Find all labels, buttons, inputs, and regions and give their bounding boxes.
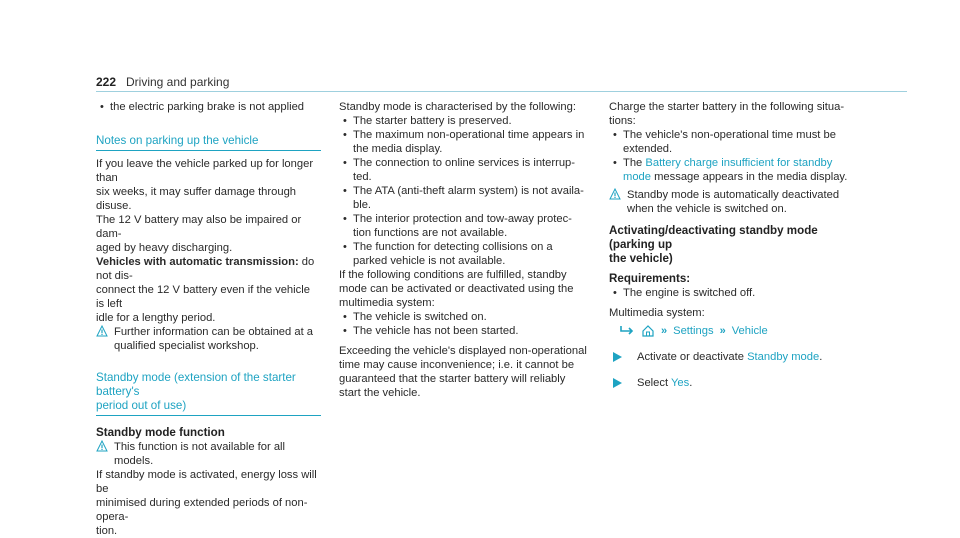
b4-line2: ble. — [353, 199, 372, 211]
list-item — [609, 128, 861, 156]
list-item: • The vehicle is switched on. — [339, 310, 597, 324]
settings-menu-link[interactable]: Settings — [673, 325, 714, 337]
column-3 — [609, 100, 861, 390]
list-item — [339, 128, 597, 156]
b3-line2: ted. — [353, 171, 372, 183]
multimedia-label: Multimedia system: — [609, 307, 705, 319]
standby-heading — [96, 371, 321, 416]
column-1 — [96, 100, 321, 538]
b6-line2: parked vehicle is not available. — [353, 255, 506, 267]
step-select — [609, 376, 861, 390]
exc-line2: time may cause inconvenience; i.e. it cannot be — [339, 359, 575, 371]
b4-line1: The ATA (anti-theft alarm system) is not availa- — [353, 185, 584, 197]
characterised-intro: Standby mode is characterised by the following: — [339, 101, 576, 113]
cond-line3: multimedia system: — [339, 297, 435, 309]
b5-line1: The interior protection and tow-away protec- — [353, 213, 572, 225]
exceeding-paragraph — [339, 344, 597, 400]
function-availability-note — [96, 440, 321, 468]
step2-pre: Select — [637, 377, 671, 389]
list-item: • The vehicle has not been started. — [339, 324, 597, 338]
b2-line2: the media display. — [353, 143, 443, 155]
page-number: 222 — [96, 75, 117, 89]
note-line2: when the vehicle is switched on. — [627, 203, 787, 215]
cond-line2: mode can be activated or deactivated using the — [339, 283, 574, 295]
cond-line1: If the following conditions are fulfilled, standby — [339, 269, 567, 281]
notes-p2-line1: The 12 V battery may also be impaired or dam- — [96, 214, 302, 240]
info-icon — [609, 188, 621, 201]
list-item — [339, 156, 597, 184]
activating-heading — [609, 224, 861, 266]
step-arrow-icon — [611, 377, 623, 389]
info-icon — [96, 325, 108, 338]
conditions-paragraph — [339, 268, 597, 310]
auto-deactivate-note — [609, 188, 861, 216]
charge-paragraph — [609, 100, 861, 128]
notes-p1-line1: If you leave the vehicle parked up for longer than — [96, 158, 314, 184]
automatic-transmission-label: Vehicles with automatic transmission: — [96, 256, 299, 268]
yes-option[interactable]: Yes — [671, 377, 690, 389]
list-item — [609, 156, 861, 184]
c3-b1-line1: The vehicle's non-operational time must be — [623, 129, 836, 141]
page-header — [96, 75, 907, 95]
info-note-line2: qualified specialist workshop. — [114, 340, 259, 352]
list-item: • The engine is switched off. — [609, 286, 861, 300]
step-activate — [609, 350, 861, 364]
notes-heading — [96, 134, 321, 151]
auto-line3: idle for a lengthy period. — [96, 312, 216, 324]
charge-line2: tions: — [609, 115, 636, 127]
notes-p2-line2: aged by heavy discharging. — [96, 242, 233, 254]
c3-b2-pre: The — [623, 157, 646, 169]
vehicle-menu-link[interactable]: Vehicle — [731, 325, 768, 337]
b6-line1: The function for detecting collisions on a — [353, 241, 553, 253]
standby-heading-line1: Standby mode (extension of the starter battery's — [96, 371, 296, 398]
standby-mode-option[interactable]: Standby mode — [747, 351, 820, 363]
b5-line2: tion functions are not available. — [353, 227, 508, 239]
battery-charge-message-link-2: mode — [623, 171, 651, 183]
header-rule — [96, 91, 907, 92]
requirements-heading: Requirements: — [609, 272, 691, 285]
standby-heading-line2: period out of use) — [96, 399, 187, 412]
charge-line1: Charge the starter battery in the following situa- — [609, 101, 845, 113]
c3-b1-line2: extended. — [623, 143, 673, 155]
chevron-right-icon: » — [719, 325, 726, 337]
act-heading-line1: Activating/deactivating standby mode (parking up — [609, 224, 818, 251]
bullet-parking-brake: • the electric parking brake is not applied — [96, 100, 321, 114]
notes-paragraph-1 — [96, 157, 321, 213]
activated-line2: minimised during extended periods of non-opera- — [96, 497, 308, 523]
return-arrow-icon — [619, 325, 635, 337]
list-item — [339, 212, 597, 240]
note-line1: Standby mode is automatically deactivated — [627, 189, 840, 201]
auto-line1-rest: do not dis- — [96, 256, 315, 282]
notes-paragraph-2 — [96, 213, 321, 255]
list-item: • The starter battery is preserved. — [339, 114, 597, 128]
menu-path — [609, 324, 861, 338]
standby-activated-paragraph — [96, 468, 321, 538]
list-item — [339, 184, 597, 212]
info-note-line1: Further information can be obtained at a — [114, 326, 314, 338]
b3-line1: The connection to online services is interrup- — [353, 157, 575, 169]
info-icon — [96, 440, 108, 453]
step1-pre: Activate or deactivate — [637, 351, 748, 363]
notes-heading-text: Notes on parking up the vehicle — [96, 134, 259, 147]
chevron-right-icon: » — [661, 325, 668, 337]
notes-p1-line2: six weeks, it may suffer damage through disuse. — [96, 186, 297, 212]
auto-line2: connect the 12 V battery even if the vehicle is left — [96, 284, 310, 310]
b2-line1: The maximum non-operational time appears in — [353, 129, 585, 141]
step2-post: . — [689, 377, 693, 389]
list-item — [339, 240, 597, 268]
step1-post: . — [819, 351, 823, 363]
activated-line1: If standby mode is activated, energy loss will be — [96, 469, 317, 495]
section-title: Driving and parking — [126, 75, 230, 89]
act-heading-line2: the vehicle) — [609, 252, 673, 265]
c3-b2-rest: message appears in the media display. — [651, 171, 848, 183]
home-icon[interactable] — [641, 324, 655, 338]
column-2 — [339, 100, 597, 400]
activated-line3: tion. — [96, 525, 118, 537]
exc-line1: Exceeding the vehicle's displayed non-operational — [339, 345, 587, 357]
info-note-workshop — [96, 325, 321, 353]
automatic-transmission-paragraph — [96, 255, 321, 325]
function-note-text: This function is not available for all models. — [114, 441, 286, 467]
step-arrow-icon — [611, 351, 623, 363]
exc-line4: start the vehicle. — [339, 387, 421, 399]
standby-function-heading: Standby mode function — [96, 426, 225, 439]
exc-line3: guaranteed that the starter battery will reliably — [339, 373, 566, 385]
battery-charge-message-link: Battery charge insufficient for standby — [645, 157, 833, 169]
